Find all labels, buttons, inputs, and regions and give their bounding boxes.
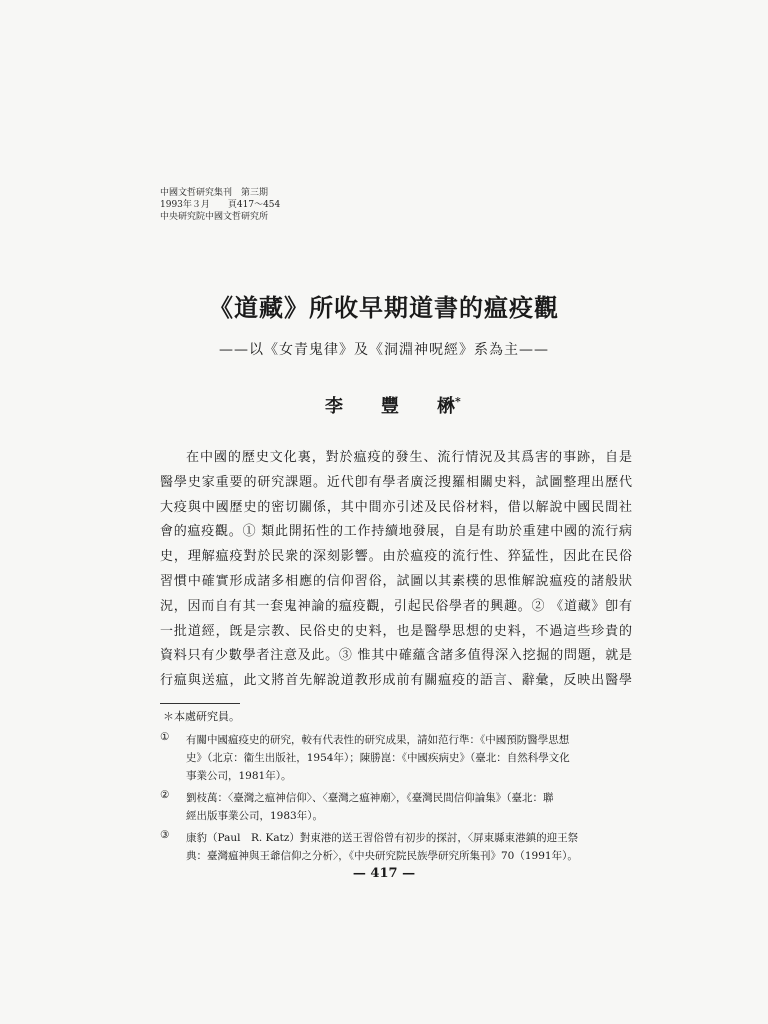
page-number: — 417 —	[352, 866, 416, 881]
body-paragraph	[160, 446, 632, 694]
footnote-number: ①	[160, 731, 170, 743]
author-name	[325, 392, 461, 418]
footnote	[160, 829, 636, 865]
body-line: 行瘟與送瘟，此文將首先解說道教形成前有關瘟疫的語言、辭彙，反映出醫學	[160, 673, 632, 689]
footnote-line: 事業公司，1981年）。	[186, 770, 292, 782]
body-line: 醫學史家重要的研究課題。近代卽有學者廣泛搜羅相關史料，試圖整理出歷代	[160, 474, 632, 490]
journal-date-pages: 1993年３月 頁417～454	[160, 200, 281, 210]
footnote	[160, 789, 636, 825]
body-line: 會的瘟疫觀。① 類此開拓性的工作持續地發展，自是有助於重建中國的流行病	[160, 524, 632, 540]
body-line: 況，因而自有其一套鬼神論的瘟疫觀，引起民俗學者的興趣。② 《道藏》卽有	[160, 598, 632, 614]
paper-subtitle: ——以《女青鬼律》及《洞淵神呪經》系為主——	[219, 342, 549, 358]
footnote	[160, 731, 636, 785]
footnote-line: 典：臺灣瘟神與王爺信仰之分析〉，《中央研究院民族學研究所集刊》70（1991年）。	[186, 850, 578, 862]
journal-name: 中國文哲研究集刊 第三期	[160, 188, 269, 198]
footnote-line: 康豹（Paul R. Katz）對東港的送王習俗曾有初步的探討，〈屏東縣東港鎮的迎王祭	[186, 832, 579, 844]
body-line: 在中國的歷史文化裏，對於瘟疫的發生、流行情況及其爲害的事跡，自是	[186, 450, 632, 465]
author-footnote-mark: *	[455, 395, 461, 408]
author-affiliation-note: ＊本處研究員。	[163, 710, 240, 723]
footnote-number: ②	[160, 789, 170, 801]
journal-publisher: 中央研究院中國文哲研究所	[160, 212, 269, 222]
body-line: 史，理解瘟疫對於民衆的深刻影響。由於瘟疫的流行性、猝猛性，因此在民俗	[160, 549, 632, 565]
footnote-line: 史》（北京：衞生出版社，1954年）；陳勝崑：《中國疾病史》（臺北：自然科學文化	[186, 752, 570, 764]
footnote-line: 有關中國瘟疫史的研究，較有代表性的研究成果，請如范行準：《中國預防醫學思想	[186, 734, 570, 746]
footnote-line: 劉枝萬：〈臺灣之瘟神信仰〉、〈臺灣之瘟神廟〉，《臺灣民間信仰論集》（臺北：聯	[186, 792, 554, 804]
paper-title: 《道藏》所收早期道書的瘟疫觀	[209, 293, 559, 322]
author-char: 豐	[381, 396, 399, 417]
footnote-line: 經出版事業公司，1983年）。	[186, 810, 323, 822]
footnote-divider	[160, 703, 240, 704]
footnotes	[160, 731, 636, 869]
author-char: 楙	[437, 396, 455, 417]
footnote-number: ③	[160, 829, 170, 841]
body-line: 資料只有少數學者注意及此。③ 惟其中確蘊含諸多值得深入挖掘的問題，就是	[160, 648, 632, 664]
journal-info	[160, 187, 280, 223]
body-line: 大疫與中國歷史的密切關係，其中間亦引述及民俗材料，借以解說中國民間社	[160, 499, 632, 515]
body-line: 習慣中確實形成諸多相應的信仰習俗，試圖以其素樸的思惟解說瘟疫的諸般狀	[160, 573, 632, 589]
body-line: 一批道經，旣是宗教、民俗史的史料，也是醫學思想的史料，不過這些珍貴的	[160, 623, 632, 639]
author-char: 李	[325, 396, 343, 417]
